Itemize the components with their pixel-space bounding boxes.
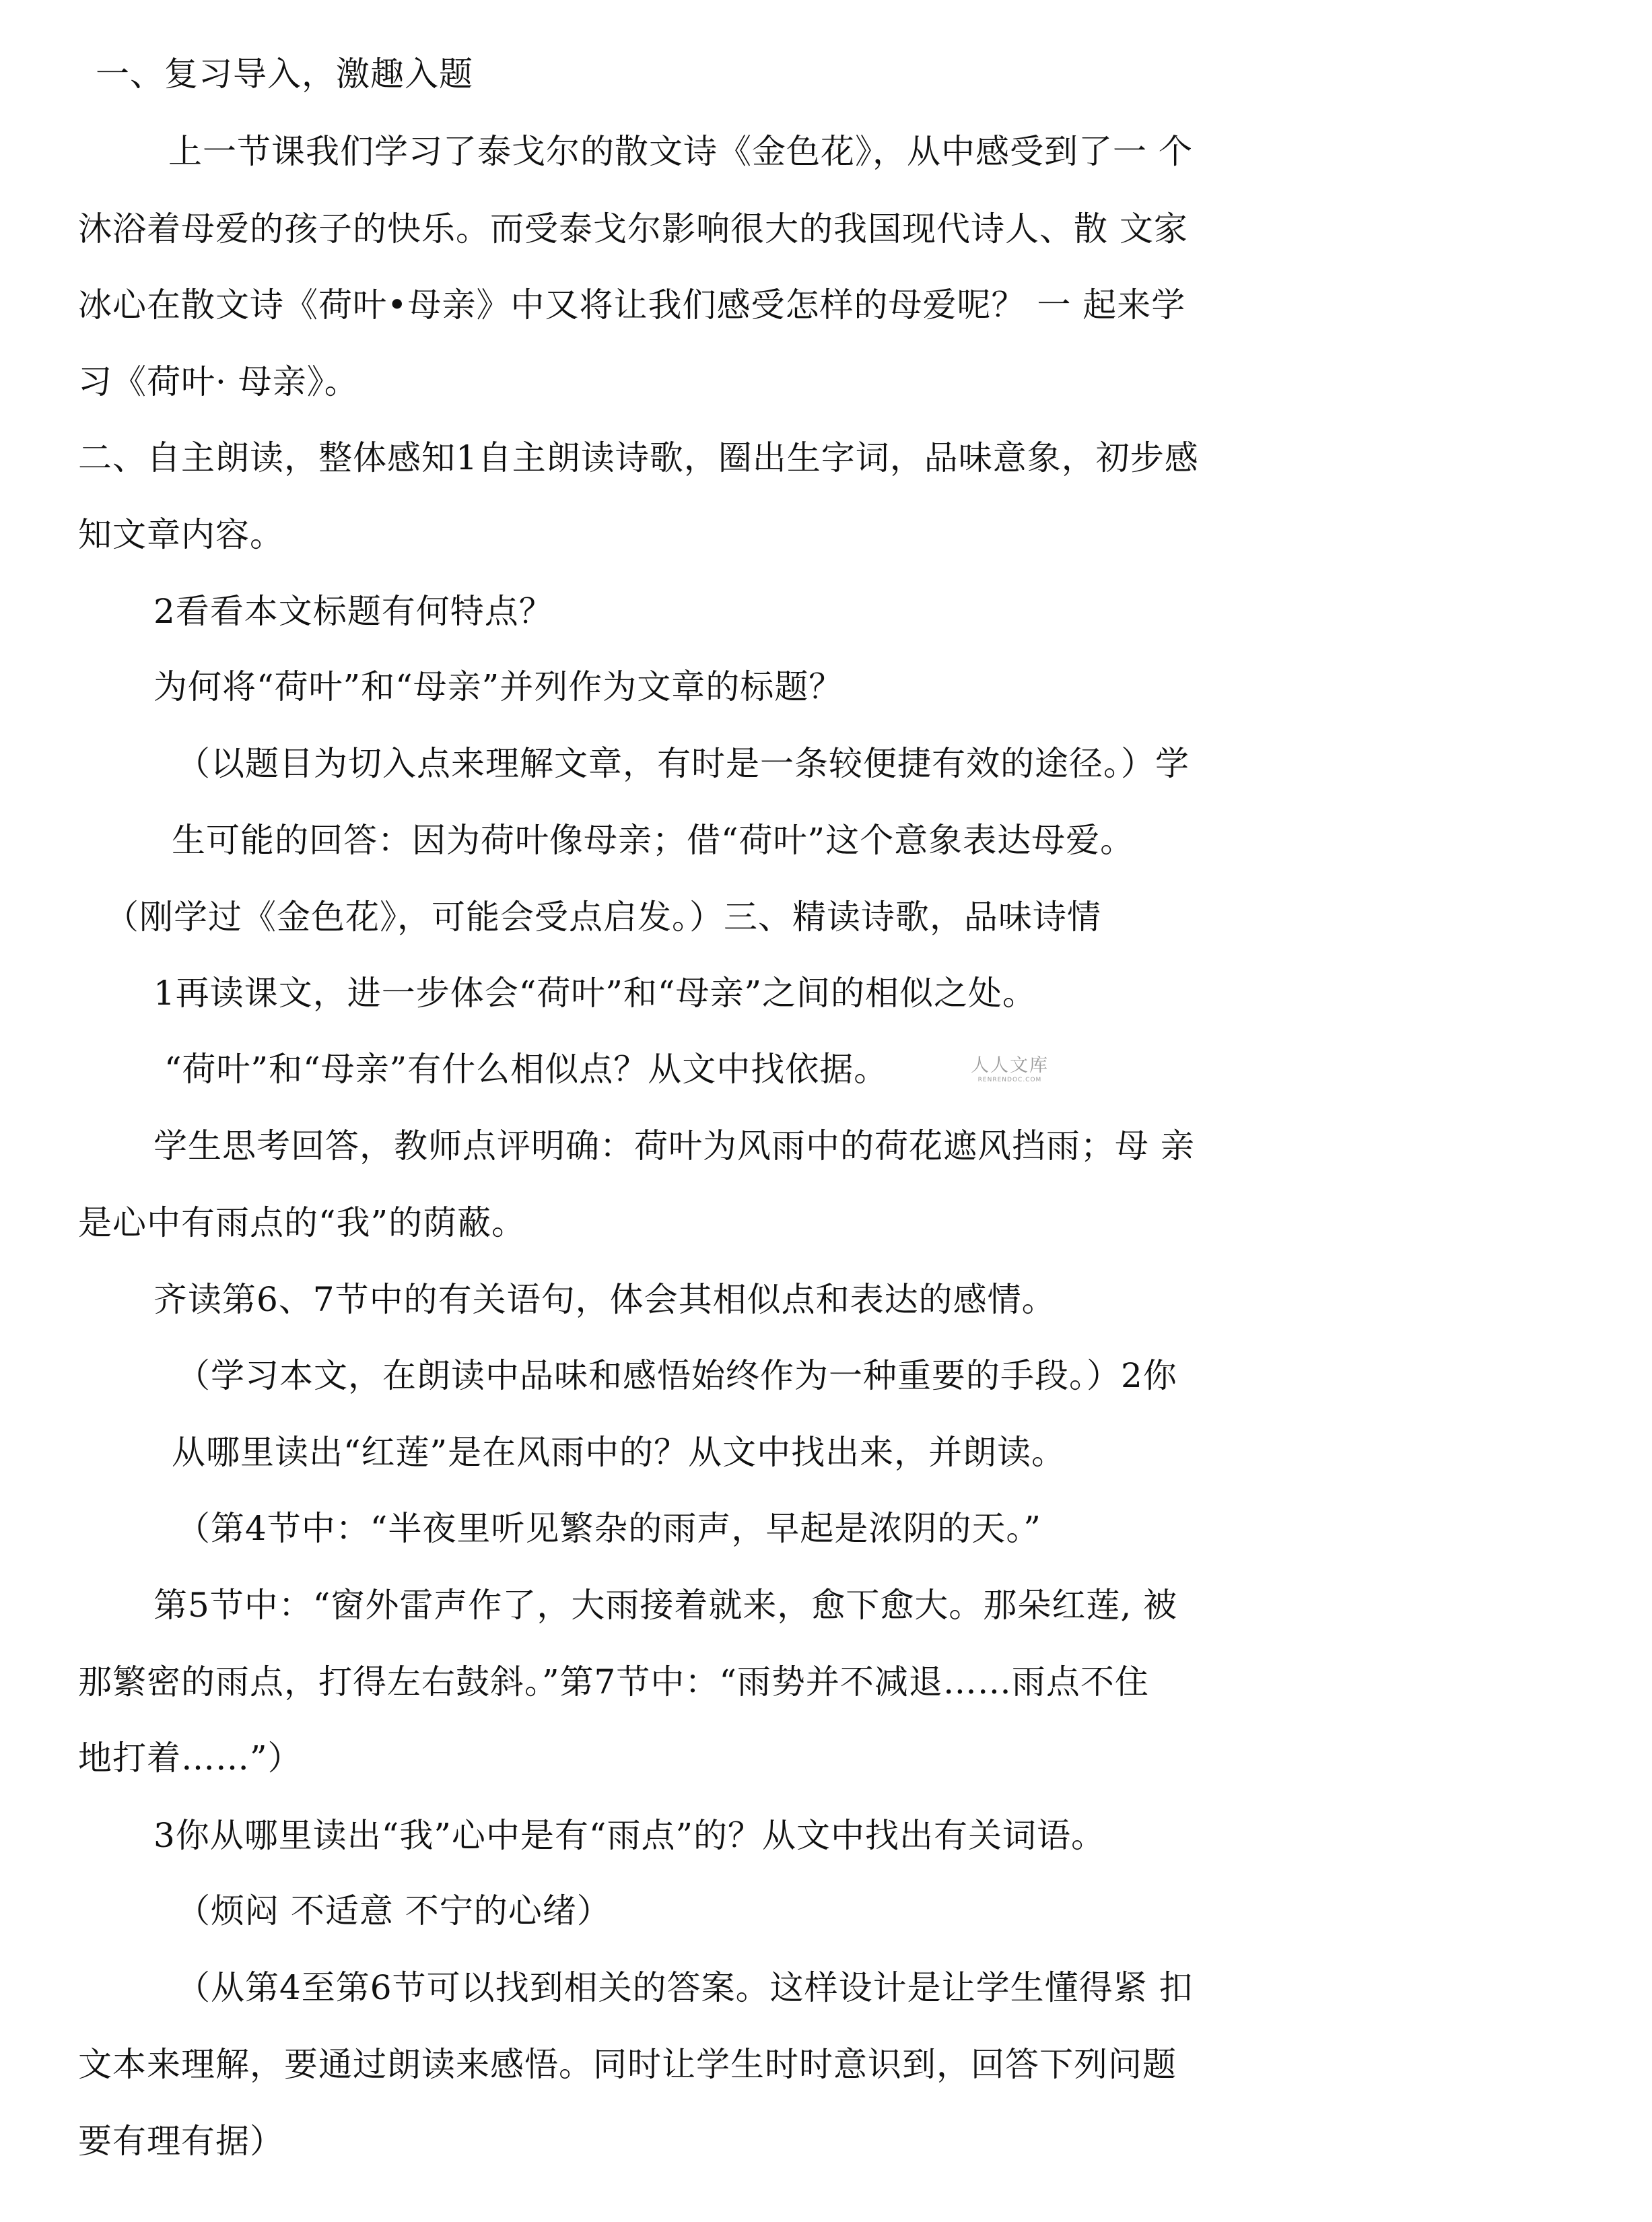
paragraph-line: （刚学过《金色花》，可能会受点启发。）三、精读诗歌，品味诗情 [105, 898, 1101, 937]
paragraph-line: 那繁密的雨点，打得左右鼓斜。”第7节中：“雨势并不减退……雨点不住 [78, 1662, 1149, 1702]
watermark-text: 人人文库 [971, 1055, 1049, 1076]
paragraph-line: 要有理有据） [78, 2122, 284, 2161]
paragraph-line: 2看看本文标题有何特点？ [153, 592, 553, 631]
paragraph-line: 习《荷叶· 母亲》。 [78, 362, 359, 401]
paragraph-line: 3你从哪里读出“我”心中是有“雨点”的？从文中找出有关词语。 [153, 1816, 1106, 1855]
paragraph-line: 1再读课文，进一步体会“荷叶”和“母亲”之间的相似之处。 [153, 974, 1037, 1013]
section-heading: 一、复习导入，激趣入题 [96, 55, 473, 94]
paragraph-line: 知文章内容。 [78, 515, 284, 554]
paragraph-line: 齐读第6、7节中的有关语句，体会其相似点和表达的感情。 [153, 1280, 1056, 1319]
paragraph-line: （以题目为切入点来理解文章，有时是一条较便捷有效的途径。）学 [176, 744, 1190, 783]
watermark-subtext: RENRENDOC.COM [977, 1077, 1042, 1083]
paragraph-line: 是心中有雨点的“我”的荫蔽。 [78, 1203, 526, 1242]
paragraph-line: 第5节中：“窗外雷声作了，大雨接着就来，愈下愈大。那朵红莲, 被 [153, 1586, 1178, 1625]
paragraph-line: 沐浴着母爱的孩子的快乐。而受泰戈尔影响很大的我国现代诗人、散 文家 [78, 209, 1188, 248]
paragraph-line: 学生思考回答，教师点评明确：荷叶为风雨中的荷花遮风挡雨；母 亲 [153, 1126, 1195, 1166]
paragraph-line: 文本来理解，要通过朗读来感悟。同时让学生时时意识到，回答下列问题 [78, 2045, 1177, 2084]
paragraph-line: （第4节中：“半夜里听见繁杂的雨声，早起是浓阴的天。” [176, 1509, 1041, 1548]
watermark [963, 1056, 1057, 1084]
paragraph-line: “荷叶”和“母亲”有什么相似点？从文中找依据。 [164, 1050, 889, 1089]
paragraph-line: 生可能的回答：因为荷叶像母亲；借“荷叶”这个意象表达母爱。 [172, 821, 1135, 860]
paragraph-line: 上一节课我们学习了泰戈尔的散文诗《金色花》，从中感受到了一 个 [168, 132, 1193, 171]
paragraph-line: 冰心在散文诗《荷叶•母亲》中又将让我们感受怎样的母爱呢？ 一 起来学 [78, 285, 1186, 325]
paragraph-line: 从哪里读出“红莲”是在风雨中的？从文中找出来，并朗读。 [172, 1433, 1066, 1472]
paragraph-line: （烦闷 不适意 不宁的心绪） [176, 1891, 611, 1930]
paragraph-line: （学习本文，在朗读中品味和感悟始终作为一种重要的手段。）2你 [176, 1356, 1177, 1395]
paragraph-line: 地打着……”） [78, 1739, 302, 1778]
section-heading: 二、自主朗读，整体感知1自主朗读诗歌，圈出生字词，品味意象，初步感 [78, 438, 1199, 477]
paragraph-line: （从第4至第6节可以找到相关的答案。这样设计是让学生懂得紧 扣 [176, 1968, 1194, 2007]
paragraph-line: 为何将“荷叶”和“母亲”并列作为文章的标题？ [153, 667, 844, 706]
